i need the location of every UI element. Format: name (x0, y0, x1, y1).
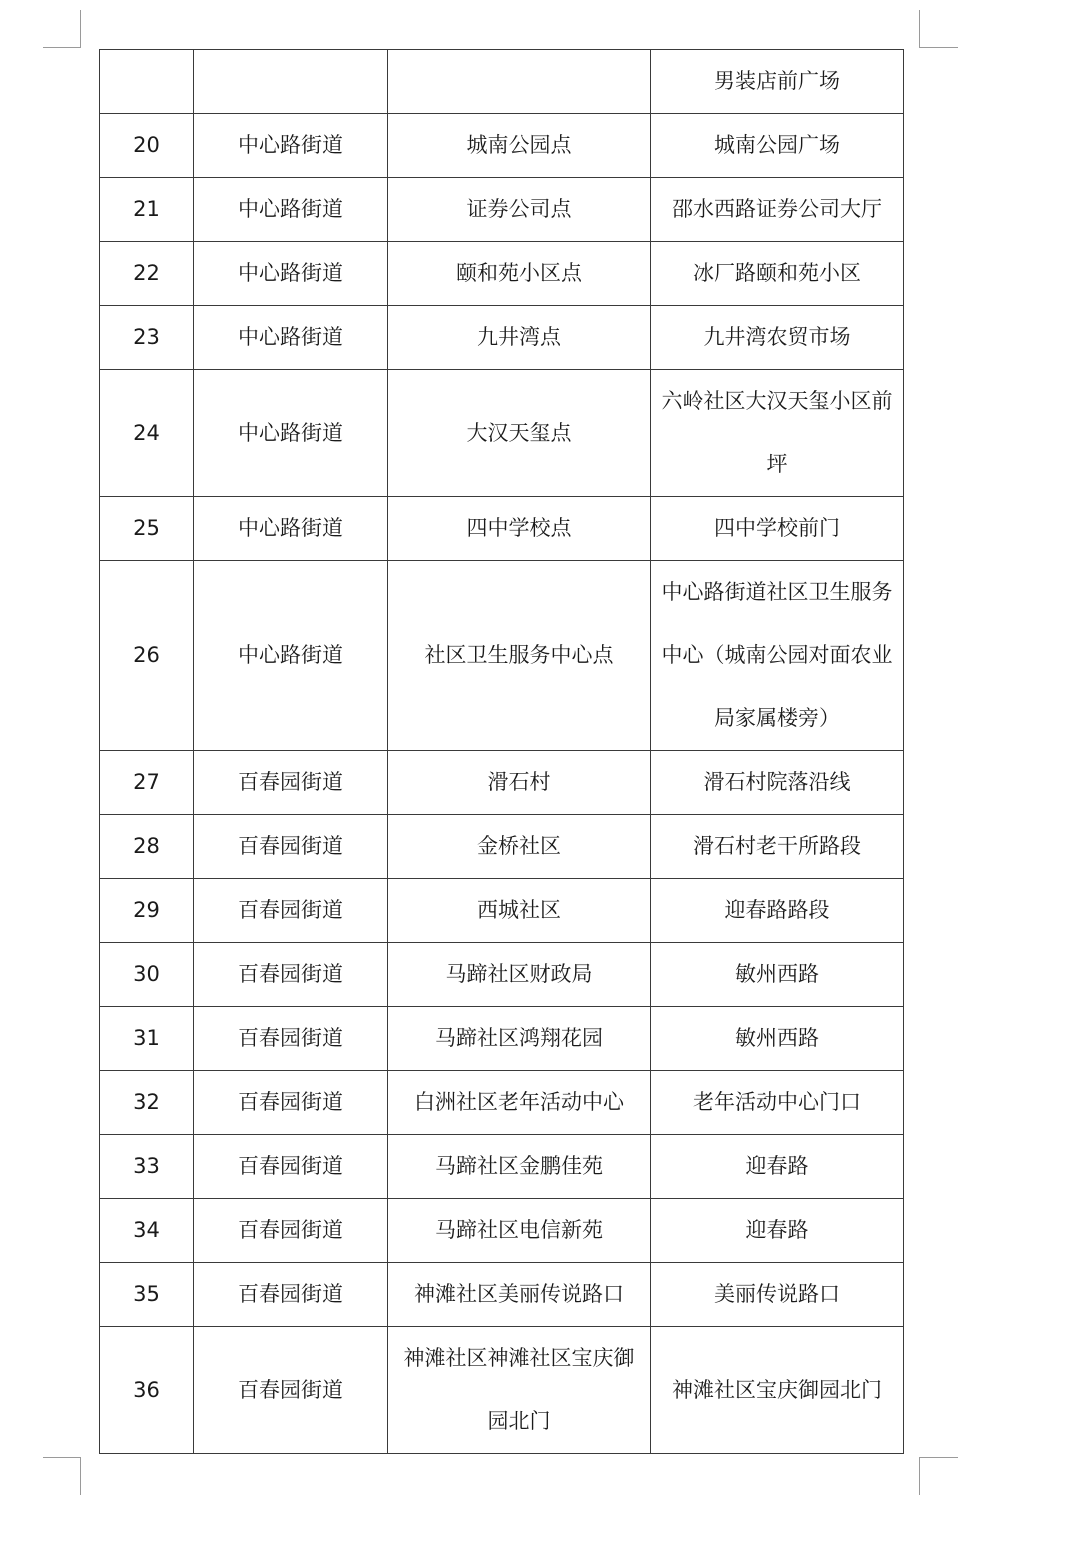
street-cell: 百春园街道 (194, 1263, 388, 1327)
table-row (100, 1263, 904, 1327)
location-cell: 神滩社区宝庆御园北门 (651, 1327, 904, 1454)
street-cell: 中心路街道 (194, 561, 388, 751)
location-cell: 老年活动中心门口 (651, 1071, 904, 1135)
point-cell: 滑石村 (388, 751, 651, 815)
point-cell: 神滩社区神滩社区宝庆御园北门 (388, 1327, 651, 1454)
table-row (100, 561, 904, 751)
street-cell: 百春园街道 (194, 1071, 388, 1135)
table-row (100, 879, 904, 943)
row-number: 24 (100, 370, 194, 497)
street-cell: 百春园街道 (194, 1007, 388, 1071)
row-number: 28 (100, 815, 194, 879)
row-number: 22 (100, 242, 194, 306)
location-cell: 敏州西路 (651, 1007, 904, 1071)
point-cell (388, 50, 651, 114)
street-cell: 百春园街道 (194, 815, 388, 879)
street-cell: 中心路街道 (194, 242, 388, 306)
point-cell: 城南公园点 (388, 114, 651, 178)
point-cell: 金桥社区 (388, 815, 651, 879)
crop-mark-bottom-right-v (919, 1457, 920, 1495)
point-cell: 证券公司点 (388, 178, 651, 242)
table-row (100, 751, 904, 815)
row-number: 36 (100, 1327, 194, 1454)
location-table (99, 49, 904, 1454)
table-row (100, 497, 904, 561)
point-cell: 社区卫生服务中心点 (388, 561, 651, 751)
crop-mark-bottom-left-h (43, 1457, 81, 1458)
table-row (100, 1007, 904, 1071)
row-number: 31 (100, 1007, 194, 1071)
table-row (100, 1135, 904, 1199)
table-row (100, 1327, 904, 1454)
point-cell: 神滩社区美丽传说路口 (388, 1263, 651, 1327)
street-cell: 中心路街道 (194, 370, 388, 497)
table-row (100, 1199, 904, 1263)
row-number: 29 (100, 879, 194, 943)
location-cell: 冰厂路颐和苑小区 (651, 242, 904, 306)
location-cell: 敏州西路 (651, 943, 904, 1007)
point-cell: 四中学校点 (388, 497, 651, 561)
location-cell: 男装店前广场 (651, 50, 904, 114)
point-cell: 马蹄社区鸿翔花园 (388, 1007, 651, 1071)
crop-mark-top-left-v (80, 10, 81, 48)
point-cell: 马蹄社区电信新苑 (388, 1199, 651, 1263)
table-row (100, 242, 904, 306)
street-cell: 百春园街道 (194, 1135, 388, 1199)
table-row (100, 50, 904, 114)
row-number: 27 (100, 751, 194, 815)
street-cell (194, 50, 388, 114)
row-number: 26 (100, 561, 194, 751)
row-number: 33 (100, 1135, 194, 1199)
location-cell: 四中学校前门 (651, 497, 904, 561)
table-row (100, 306, 904, 370)
location-cell: 滑石村院落沿线 (651, 751, 904, 815)
crop-mark-top-left-h (43, 47, 81, 48)
point-cell: 西城社区 (388, 879, 651, 943)
crop-mark-top-right-h (920, 47, 958, 48)
point-cell: 九井湾点 (388, 306, 651, 370)
row-number (100, 50, 194, 114)
location-cell: 迎春路路段 (651, 879, 904, 943)
location-cell: 中心路街道社区卫生服务中心（城南公园对面农业局家属楼旁） (651, 561, 904, 751)
street-cell: 百春园街道 (194, 1199, 388, 1263)
table-row (100, 114, 904, 178)
row-number: 20 (100, 114, 194, 178)
location-cell: 滑石村老干所路段 (651, 815, 904, 879)
location-cell: 邵水西路证券公司大厅 (651, 178, 904, 242)
street-cell: 中心路街道 (194, 306, 388, 370)
location-cell: 九井湾农贸市场 (651, 306, 904, 370)
crop-mark-bottom-left-v (80, 1457, 81, 1495)
row-number: 32 (100, 1071, 194, 1135)
row-number: 23 (100, 306, 194, 370)
street-cell: 百春园街道 (194, 943, 388, 1007)
location-cell: 城南公园广场 (651, 114, 904, 178)
street-cell: 百春园街道 (194, 879, 388, 943)
point-cell: 马蹄社区财政局 (388, 943, 651, 1007)
point-cell: 大汉天玺点 (388, 370, 651, 497)
location-cell: 迎春路 (651, 1199, 904, 1263)
crop-mark-bottom-right-h (920, 1457, 958, 1458)
row-number: 21 (100, 178, 194, 242)
row-number: 35 (100, 1263, 194, 1327)
row-number: 30 (100, 943, 194, 1007)
table-row (100, 178, 904, 242)
table-row (100, 815, 904, 879)
street-cell: 百春园街道 (194, 751, 388, 815)
point-cell: 马蹄社区金鹏佳苑 (388, 1135, 651, 1199)
street-cell: 中心路街道 (194, 497, 388, 561)
street-cell: 中心路街道 (194, 114, 388, 178)
location-cell: 六岭社区大汉天玺小区前坪 (651, 370, 904, 497)
row-number: 25 (100, 497, 194, 561)
table-row (100, 1071, 904, 1135)
point-cell: 白洲社区老年活动中心 (388, 1071, 651, 1135)
location-cell: 美丽传说路口 (651, 1263, 904, 1327)
point-cell: 颐和苑小区点 (388, 242, 651, 306)
street-cell: 百春园街道 (194, 1327, 388, 1454)
table-row (100, 370, 904, 497)
table-row (100, 943, 904, 1007)
street-cell: 中心路街道 (194, 178, 388, 242)
row-number: 34 (100, 1199, 194, 1263)
location-cell: 迎春路 (651, 1135, 904, 1199)
crop-mark-top-right-v (919, 10, 920, 48)
